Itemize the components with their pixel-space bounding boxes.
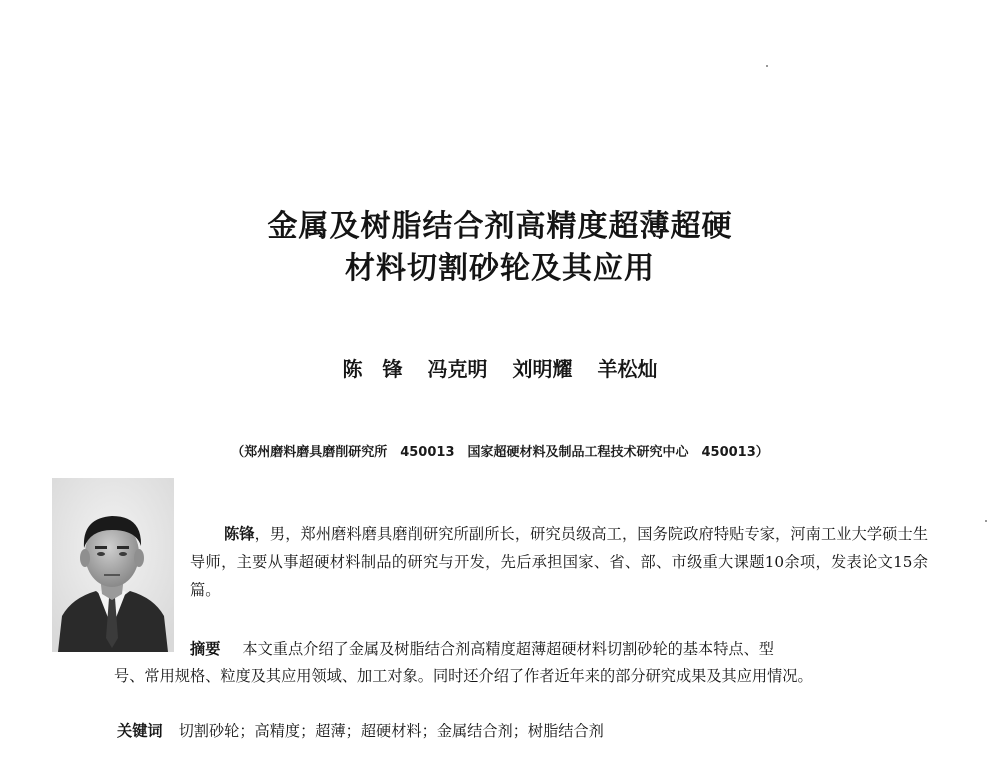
paper-title-line-2: 材料切割砂轮及其应用 — [345, 251, 655, 286]
author-name: 羊松灿 — [597, 357, 658, 381]
bio-text: ，男，郑州磨料磨具磨削研究所副所长，研究员级高工，国务院政府特贴专家，河南工业大学硕士生导师，主要从事超硬材料制品的研究与开发，先后承担国家、省、部、市级重大课题10余项，发表论文15余篇。 — [190, 525, 929, 599]
author-name: 刘明耀 — [512, 357, 573, 381]
author-name: 冯克明 — [427, 357, 488, 381]
author-name: 陈 锋 — [342, 357, 403, 381]
abstract-text-line-1: 本文重点介绍了金属及树脂结合剂高精度超薄超硬材料切割砂轮的基本特点、型 — [242, 640, 774, 658]
author-photo — [52, 478, 174, 652]
author-list — [0, 353, 1000, 382]
scan-speck — [985, 520, 987, 522]
keywords-text: 切割砂轮；高精度；超薄；超硬材料；金属结合剂；树脂结合剂 — [178, 722, 604, 740]
abstract-text-rest: 号、常用规格、粒度及其应用领域、加工对象。同时还介绍了作者近年来的部分研究成果及其应用情况。 — [114, 667, 813, 685]
abstract-label: 摘要 — [190, 640, 221, 658]
paper-title-line-1: 金属及树脂结合剂高精度超薄超硬 — [267, 209, 733, 244]
bio-author-name: 陈锋 — [224, 525, 255, 543]
abstract — [114, 636, 904, 690]
author-biography — [190, 520, 928, 604]
keywords-label: 关键词 — [117, 722, 163, 740]
keywords — [117, 720, 917, 741]
affiliation: （郑州磨料磨具磨削研究所 450013 国家超硬材料及制品工程技术研究中心 450013） — [231, 445, 769, 460]
author-portrait-image — [52, 478, 174, 652]
abstract-first-line — [114, 636, 904, 663]
scan-speck — [766, 65, 768, 67]
